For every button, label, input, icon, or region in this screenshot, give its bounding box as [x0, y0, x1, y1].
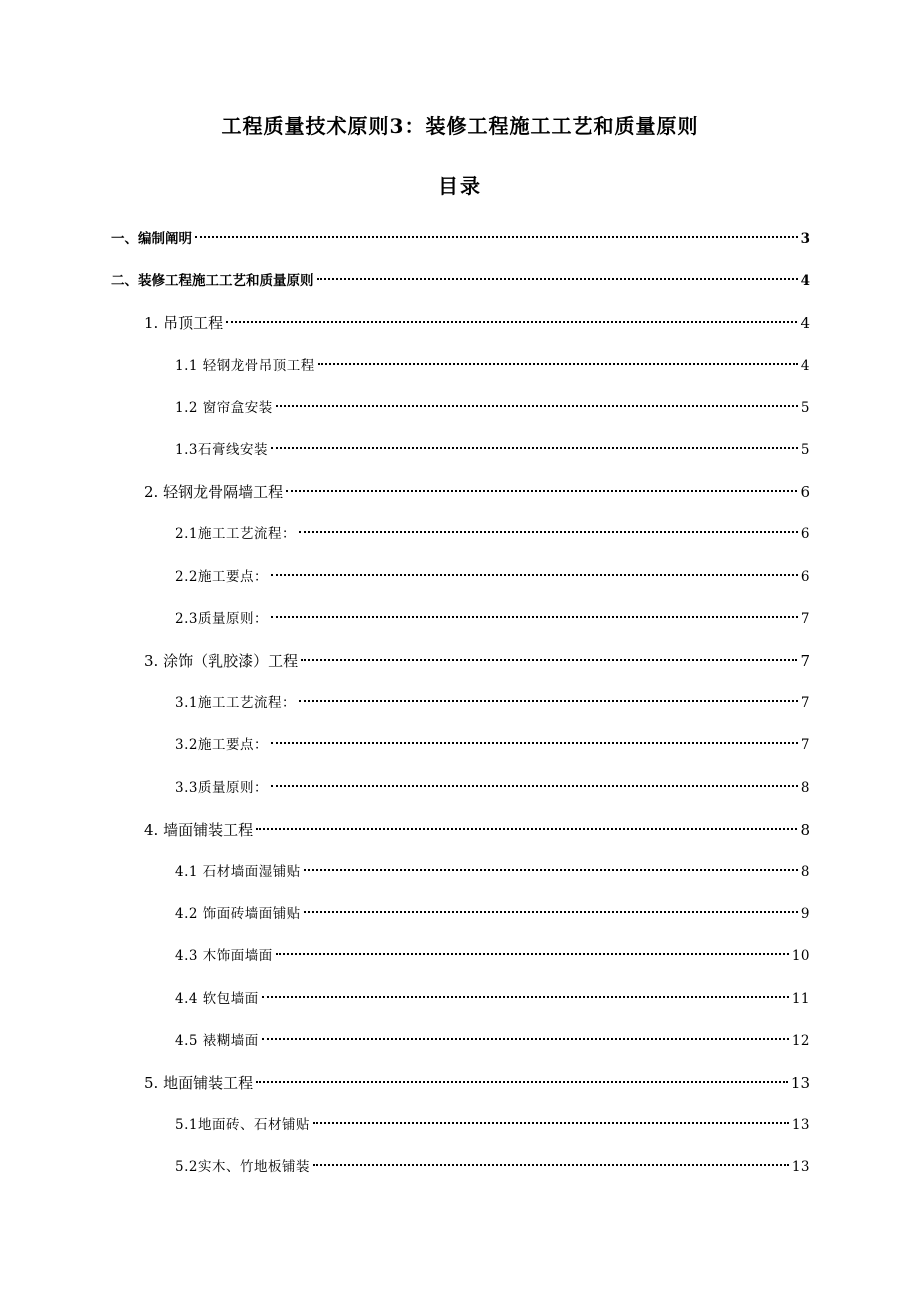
- toc-page-number: 5: [800, 442, 810, 458]
- toc-page-number: 13: [791, 1117, 810, 1133]
- toc-dot-leader: [318, 363, 798, 365]
- toc-page-number: 3: [800, 231, 810, 247]
- toc-page-number: 13: [791, 1159, 810, 1175]
- toc-dot-leader: [262, 1038, 789, 1040]
- toc-page-number: 7: [800, 737, 810, 753]
- toc-entry[interactable]: [175, 903, 810, 925]
- toc-entry-title: 2.3质量原则：: [175, 611, 268, 627]
- toc-page-number: 8: [800, 821, 810, 839]
- toc-page-number: 4: [800, 314, 810, 332]
- toc-entry[interactable]: [175, 439, 810, 461]
- toc-entry-title: 4.4 软包墙面: [175, 991, 259, 1007]
- toc-entry[interactable]: [175, 1156, 810, 1178]
- toc-dot-leader: [262, 996, 789, 998]
- toc-dot-leader: [313, 1122, 789, 1124]
- toc-entry-title: 1.1 轻钢龙骨吊顶工程: [175, 358, 315, 374]
- toc-dot-leader: [299, 700, 798, 702]
- toc-entry-title: 一、编制阐明: [111, 231, 192, 247]
- toc-entry-title: 4.5 裱糊墙面: [175, 1033, 259, 1049]
- toc-page-number: 7: [800, 652, 810, 670]
- toc-entry[interactable]: [175, 355, 810, 377]
- toc-page-number: 4: [800, 358, 810, 374]
- toc-entry[interactable]: [144, 312, 810, 334]
- toc-dot-leader: [271, 742, 798, 744]
- toc-entry[interactable]: [175, 734, 810, 756]
- toc-dot-leader: [256, 828, 797, 830]
- toc-entry-title: 1.2 窗帘盒安装: [175, 400, 273, 416]
- toc-entry-title: 2.2施工要点：: [175, 569, 268, 585]
- toc-page-number: 5: [800, 400, 810, 416]
- toc-entry-title: 4.3 木饰面墙面: [175, 948, 273, 964]
- toc-page-number: 7: [800, 695, 810, 711]
- toc-page-number: 7: [800, 611, 810, 627]
- toc-dot-leader: [271, 785, 798, 787]
- toc-page-number: 6: [800, 569, 810, 585]
- toc-dot-leader: [271, 447, 798, 449]
- toc-entry-title: 1. 吊顶工程: [144, 314, 224, 332]
- toc-dot-leader: [299, 531, 798, 533]
- toc-entry[interactable]: [175, 608, 810, 630]
- toc-entry-title: 二、装修工程施工工艺和质量原则: [111, 273, 314, 289]
- toc-entry[interactable]: [175, 566, 810, 588]
- toc-entry-title: 5. 地面铺装工程: [144, 1074, 254, 1092]
- toc-dot-leader: [226, 321, 797, 323]
- toc-page-number: 9: [800, 906, 810, 922]
- toc-entry[interactable]: [175, 988, 810, 1010]
- toc-dot-leader: [317, 278, 798, 280]
- toc-dot-leader: [313, 1164, 789, 1166]
- toc-page-number: 10: [791, 948, 810, 964]
- toc-entry-title: 5.1地面砖、石材铺贴: [175, 1117, 310, 1133]
- toc-entry-title: 4.1 石材墙面湿铺贴: [175, 864, 301, 880]
- toc-entry-title: 3. 涂饰（乳胶漆）工程: [144, 652, 299, 670]
- toc-dot-leader: [304, 869, 798, 871]
- toc-entry[interactable]: [175, 397, 810, 419]
- toc-entry[interactable]: [144, 481, 810, 503]
- document-title: 工程质量技术原则3：装修工程施工工艺和质量原则: [221, 114, 699, 138]
- toc-dot-leader: [271, 574, 798, 576]
- toc-heading: 目录: [438, 174, 482, 198]
- toc-entry-title: 4. 墙面铺装工程: [144, 821, 254, 839]
- toc-dot-leader: [304, 911, 798, 913]
- toc-entry-title: 3.1施工工艺流程：: [175, 695, 296, 711]
- toc-page-number: 8: [800, 780, 810, 796]
- toc-page-number: 4: [800, 273, 810, 289]
- toc-page-number: 8: [800, 864, 810, 880]
- toc-entry[interactable]: [175, 777, 810, 799]
- toc-entry[interactable]: [111, 270, 810, 292]
- toc-page-number: 11: [791, 991, 810, 1007]
- toc-dot-leader: [256, 1081, 788, 1083]
- toc-page-number: 6: [800, 483, 810, 501]
- toc-entry-title: 4.2 饰面砖墙面铺贴: [175, 906, 301, 922]
- toc-entry[interactable]: [111, 228, 810, 250]
- toc-dot-leader: [195, 236, 798, 238]
- toc-entry[interactable]: [175, 1030, 810, 1052]
- toc-entry-title: 2.1施工工艺流程：: [175, 526, 296, 542]
- toc-page-number: 13: [790, 1074, 810, 1092]
- toc-dot-leader: [301, 659, 797, 661]
- toc-entry[interactable]: [144, 1072, 810, 1094]
- toc-entry[interactable]: [175, 945, 810, 967]
- toc-entry[interactable]: [175, 861, 810, 883]
- toc-dot-leader: [271, 616, 798, 618]
- toc-dot-leader: [276, 953, 789, 955]
- toc-entry[interactable]: [175, 523, 810, 545]
- toc-entry[interactable]: [175, 692, 810, 714]
- toc-entry-title: 5.2实木、竹地板铺装: [175, 1159, 310, 1175]
- toc-entry[interactable]: [175, 1114, 810, 1136]
- toc-entry[interactable]: [144, 819, 810, 841]
- toc-entry-title: 1.3石膏线安装: [175, 442, 268, 458]
- toc-page-number: 6: [800, 526, 810, 542]
- toc-entry-title: 3.2施工要点：: [175, 737, 268, 753]
- toc-entry-title: 3.3质量原则：: [175, 780, 268, 796]
- toc-entry[interactable]: [144, 650, 810, 672]
- toc-dot-leader: [276, 405, 798, 407]
- toc-entry-title: 2. 轻钢龙骨隔墙工程: [144, 483, 284, 501]
- toc-dot-leader: [286, 490, 797, 492]
- toc-page-number: 12: [791, 1033, 810, 1049]
